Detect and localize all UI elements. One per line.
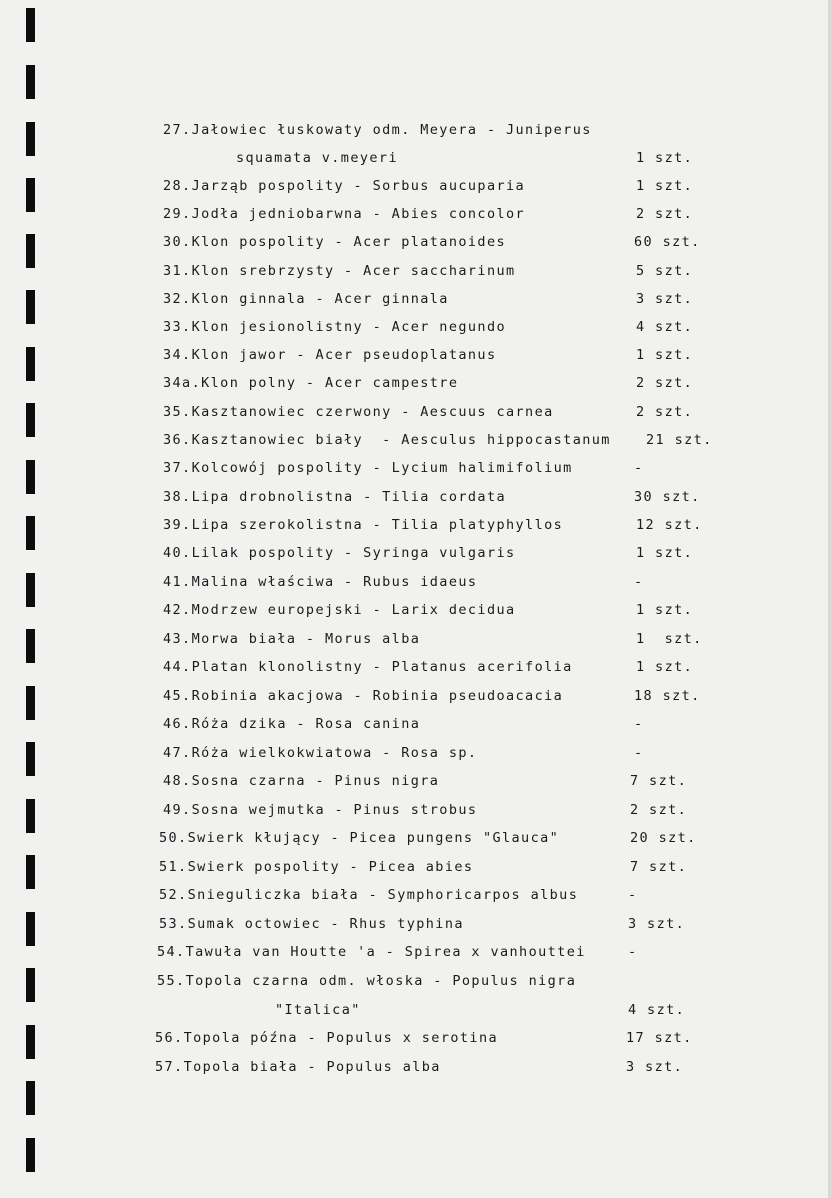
plant-name: 29.Jodła jedniobarwna - Abies concolor [163,206,526,222]
list-item [0,317,694,337]
quantity: 1 szt. [636,659,694,675]
quantity: - [634,574,644,590]
plant-name: "Italica" [275,1002,361,1018]
list-item [0,800,688,820]
list-item [0,176,694,196]
list-item [0,204,694,224]
plant-name: 44.Platan klonolistny - Platanus acerifolia [163,659,573,675]
plant-name: 34.Klon jawor - Acer pseudoplatanus [163,347,497,363]
quantity: 1 szt. [636,631,703,647]
quantity: 1 szt. [636,178,694,194]
list-item [0,885,638,905]
plant-name: 52.Snieguliczka biała - Symphoricarpos albus [159,887,579,903]
quantity: 18 szt. [634,688,701,704]
plant-name: 35.Kasztanowiec czerwony - Aescuus carnea [163,404,554,420]
list-item [0,232,701,252]
list-item [0,629,703,649]
list-item [0,402,694,422]
list-item [0,515,703,535]
plant-name: 49.Sosna wejmutka - Pinus strobus [163,802,478,818]
list-item [0,430,713,450]
quantity: 7 szt. [630,773,688,789]
quantity: 4 szt. [628,1002,686,1018]
list-item [0,942,638,962]
list-item [0,373,694,393]
list-item [0,261,694,281]
plant-name: 45.Robinia akacjowa - Robinia pseudoacacia [163,688,564,704]
list-item [0,458,644,478]
plant-name: 28.Jarząb pospolity - Sorbus aucuparia [163,178,526,194]
plant-name: 43.Morwa biała - Morus alba [163,631,421,647]
plant-name: 40.Lilak pospolity - Syringa vulgaris [163,545,516,561]
list-item [0,828,697,848]
quantity: 17 szt. [626,1030,693,1046]
list-item [0,289,694,309]
list-item [0,600,694,620]
plant-name: 36.Kasztanowiec biały - Aesculus hippocastanum [163,432,611,448]
list-item [0,714,644,734]
list-item [0,572,644,592]
list-item [0,743,644,763]
plant-name: 54.Tawuła van Houtte 'a - Spirea x vanhouttei [157,944,586,960]
plant-name: 34a.Klon polny - Acer campestre [163,375,459,391]
quantity: 7 szt. [630,859,688,875]
plant-name: 50.Swierk kłujący - Picea pungens "Glauca" [159,830,560,846]
plant-name: 47.Róża wielkokwiatowa - Rosa sp. [163,745,478,761]
quantity: - [628,944,638,960]
quantity: 1 szt. [636,545,694,561]
plant-name: 56.Topola późna - Populus x serotina [155,1030,498,1046]
list-item [0,857,688,877]
quantity: 3 szt. [628,916,686,932]
quantity: 4 szt. [636,319,694,335]
quantity: 20 szt. [630,830,697,846]
quantity: 30 szt. [634,489,701,505]
quantity: 3 szt. [626,1059,684,1075]
plant-name: 31.Klon srebrzysty - Acer saccharinum [163,263,516,279]
list-item [0,345,694,365]
quantity: 2 szt. [630,802,688,818]
quantity: - [634,716,644,732]
plant-name: 37.Kolcowój pospolity - Lycium halimifolium [163,460,573,476]
plant-name: 41.Malina właściwa - Rubus idaeus [163,574,478,590]
quantity: - [634,745,644,761]
list-item [0,1028,693,1048]
list-item [0,971,577,991]
list-item [0,543,694,563]
plant-name: 30.Klon pospolity - Acer platanoides [163,234,506,250]
quantity: 3 szt. [636,291,694,307]
list-item [0,771,688,791]
plant-name: 33.Klon jesionolistny - Acer negundo [163,319,506,335]
list-item [0,148,694,168]
plant-name: 32.Klon ginnala - Acer ginnala [163,291,449,307]
plant-name: 39.Lipa szerokolistna - Tilia platyphyllos [163,517,564,533]
list-item [0,1057,684,1077]
list-item [0,657,694,677]
quantity: 21 szt. [646,432,713,448]
list-item [0,120,592,140]
quantity: 1 szt. [636,347,694,363]
quantity: 60 szt. [634,234,701,250]
quantity: 12 szt. [636,517,703,533]
quantity: - [628,887,638,903]
plant-name: squamata v.meyeri [236,150,398,166]
plant-name: 51.Swierk pospolity - Picea abies [159,859,474,875]
plant-name: 42.Modrzew europejski - Larix decidua [163,602,516,618]
list-item [0,686,701,706]
quantity: 1 szt. [636,150,694,166]
list-item [0,487,701,507]
quantity: 2 szt. [636,206,694,222]
plant-name: 46.Róża dzika - Rosa canina [163,716,421,732]
quantity: 2 szt. [636,404,694,420]
quantity: 5 szt. [636,263,694,279]
plant-name: 38.Lipa drobnolistna - Tilia cordata [163,489,506,505]
plant-name: 57.Topola biała - Populus alba [155,1059,441,1075]
quantity: 1 szt. [636,602,694,618]
plant-name: 48.Sosna czarna - Pinus nigra [163,773,440,789]
plant-name: 53.Sumak octowiec - Rhus typhina [159,916,464,932]
quantity: 2 szt. [636,375,694,391]
plant-name: 27.Jałowiec łuskowaty odm. Meyera - Juniperus [163,122,592,138]
list-item [0,1000,686,1020]
quantity: - [634,460,644,476]
list-item [0,914,686,934]
plant-name: 55.Topola czarna odm. włoska - Populus nigra [157,973,577,989]
